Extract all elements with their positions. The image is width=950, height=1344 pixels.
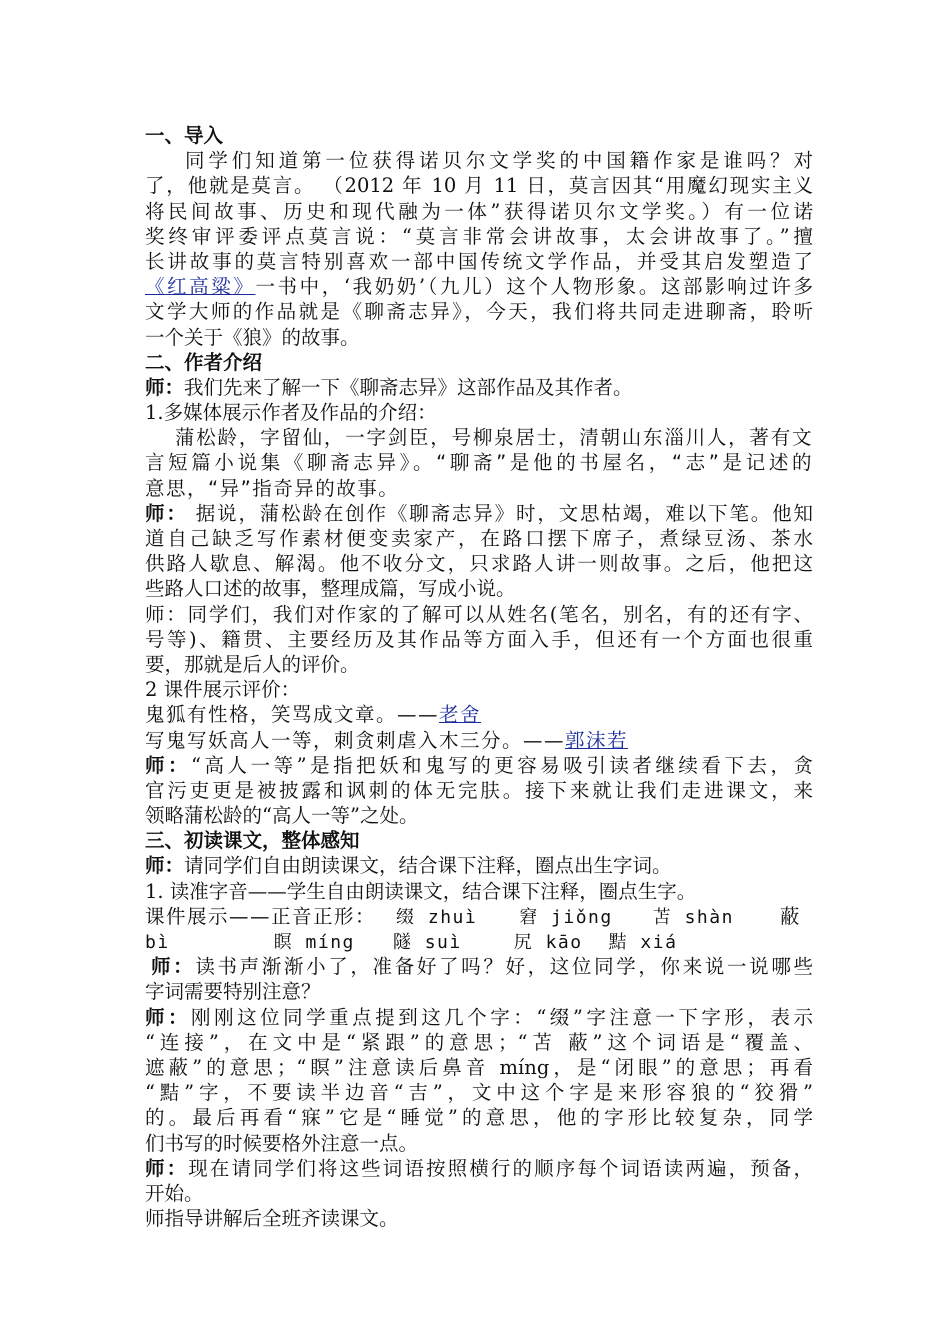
vocab-word: 尻 kāo xyxy=(513,932,583,953)
teacher-label: 师： xyxy=(145,854,185,878)
word-list-line xyxy=(145,904,813,929)
hong-gao-liang-link[interactable]: 《红高粱》 xyxy=(145,275,256,299)
guo-moruo-link[interactable]: 郭沫若 xyxy=(565,728,629,752)
document-page xyxy=(145,123,813,1231)
teacher-line xyxy=(145,1005,813,1030)
teacher-text: 刚刚这位同学重点提到这几个字：“缀”字注意一下字形，表示 xyxy=(191,1005,813,1029)
vocab-word: 苫 shàn xyxy=(652,906,734,928)
courseware-item: 2 课件展示评价： xyxy=(145,678,301,702)
intro-line-rest: 一书中，‘我奶奶’（九儿）这个人物形象。这部影响过许多 xyxy=(255,275,813,299)
teacher-label: 师： xyxy=(145,1156,189,1180)
teacher-text-line: 师：同学们，我们对作家的了解可以从姓名(笔名，别名，有的还有字、 xyxy=(145,602,813,626)
teacher-text: 我们先来了解一下《聊斋志异》这部作品及其作者。 xyxy=(184,375,633,399)
teacher-text: 请同学们自由朗读课文，结合课下注释，圈点出生字词。 xyxy=(184,854,672,878)
lao-she-link[interactable]: 老舍 xyxy=(439,703,482,727)
teacher-text: 读书声渐渐小了，准备好了吗？好，这位同学，你来说一说哪些 xyxy=(195,955,813,979)
teacher-text-line: “黠”字，不要读半边音“吉”，文中这个字是来形容狼的“狡猾” xyxy=(145,1081,813,1105)
teacher-text-line: “连接”，在文中是“紧跟”的意思；“苫 蔽”这个词语是“覆盖、 xyxy=(145,1030,813,1054)
teacher-text-line: 开始。 xyxy=(145,1181,204,1205)
teacher-text-line: 些路人口述的故事，整理成篇，写成小说。 xyxy=(145,577,516,601)
teacher-text-line: 要，那就是后人的评价。 xyxy=(145,652,360,676)
teacher-line xyxy=(145,753,813,778)
section-heading-reading: 三、初读课文，整体感知 xyxy=(145,829,360,853)
intro-paragraph-line xyxy=(145,274,813,299)
teacher-label: 师： xyxy=(145,1005,192,1029)
quote-text: 写鬼写妖高人一等，刺贪刺虐入木三分。—— xyxy=(145,728,566,752)
vocab-word: bì xyxy=(145,932,170,953)
vocab-word: 隧 suì xyxy=(392,932,462,953)
teacher-text-line: 道自己缺乏写作素材便变卖家产，在路口摆下席子，煮绿豆汤、茶水 xyxy=(145,527,813,550)
review-quote xyxy=(145,728,813,753)
word-list-line xyxy=(145,929,813,954)
teacher-label: 师： xyxy=(145,501,188,525)
teacher-text-line: 官污吏更是被披露和讽刺的体无完肤。接下来就让我们走进课文，来 xyxy=(145,778,813,802)
teacher-text-line: 领略蒲松龄的“高人一等”之处。 xyxy=(145,804,419,828)
intro-paragraph-line: 长讲故事的莫言特别喜欢一部中国传统文学作品，并受其启发塑造了 xyxy=(145,249,813,273)
teacher-text: 现在请同学们将这些词语按照横行的顺序每个词语读两遍，预备， xyxy=(188,1156,813,1180)
teacher-text-line: 们书写的时候要格外注意一点。 xyxy=(145,1131,419,1155)
word-list-intro: 课件展示——正音正形： xyxy=(145,904,377,928)
teacher-line xyxy=(145,853,813,878)
vocab-word: 蔽 xyxy=(779,904,801,928)
teacher-label: 师： xyxy=(145,753,192,777)
author-bio-line: 言短篇小说集《聊斋志异》。“聊斋”是他的书屋名，“志”是记述的 xyxy=(145,451,813,475)
teacher-label: 师： xyxy=(145,375,185,399)
reading-step: 1. 读准字音——学生自由朗读课文，结合课下注释，圈点生字。 xyxy=(145,879,697,903)
teacher-text: 据说，蒲松龄在创作《聊斋志异》时，文思枯竭，难以下笔。他知 xyxy=(187,501,813,525)
teacher-line xyxy=(145,501,813,526)
teacher-label: 师： xyxy=(151,955,196,979)
teacher-line xyxy=(145,954,813,979)
section-heading-author: 二、作者介绍 xyxy=(145,350,263,374)
vocab-word: 窘 jiǒng xyxy=(519,906,613,928)
teacher-text-line: 的。最后再看“寐”它是“睡觉”的意思，他的字形比较复杂，同学 xyxy=(145,1106,813,1130)
teacher-line xyxy=(145,375,813,400)
author-bio-line: 意思，“异”指奇异的故事。 xyxy=(145,476,400,500)
intro-paragraph-line: 文学大师的作品就是《聊斋志异》，今天，我们将共同走进聊斋，聆听 xyxy=(145,300,813,324)
teacher-text-line: 供路人歇息、解渴。他不收分文，只求路人讲一则故事。之后，他把这 xyxy=(145,552,813,576)
quote-text: 鬼狐有性格，笑骂成文章。—— xyxy=(145,703,440,727)
teacher-text-line: 字词需要特别注意？ xyxy=(145,980,321,1004)
vocab-word: 瞑 míng xyxy=(273,932,355,953)
section-heading-intro: 一、导入 xyxy=(145,124,224,147)
closing-line: 师指导讲解后全班齐读课文。 xyxy=(145,1207,399,1231)
vocab-word: 黠 xiá xyxy=(608,932,678,953)
multimedia-item: 1.多媒体展示作者及作品的介绍： xyxy=(145,401,437,425)
teacher-text-line: 遮蔽”的意思；“瞑”注意读后鼻音 míng，是“闭眼”的意思；再看 xyxy=(145,1055,813,1079)
intro-paragraph-line: 同学们知道第一位获得诺贝尔文学奖的中国籍作家是谁吗？对 xyxy=(185,149,813,173)
teacher-text: “高人一等”是指把妖和鬼写的更容易吸引读者继续看下去，贪 xyxy=(191,753,813,777)
author-bio-line: 蒲松龄，字留仙，一字剑臣，号柳泉居士，清朝山东淄川人，著有文 xyxy=(175,426,813,450)
teacher-line xyxy=(145,1156,813,1181)
intro-paragraph-line: 将民间故事、历史和现代融为一体”获得诺贝尔文学奖。）有一位诺 xyxy=(145,199,813,223)
intro-paragraph-line: 一个关于《狼》的故事。 xyxy=(145,325,360,349)
review-quote xyxy=(145,702,813,727)
intro-paragraph-line: 了，他就是莫言。 （2012 年 10 月 11 日，莫言因其“用魔幻现实主义 xyxy=(145,174,813,198)
intro-paragraph-line: 奖终审评委评点莫言说：“莫言非常会讲故事，太会讲故事了。”擅 xyxy=(145,224,813,248)
teacher-text-line: 号等)、籍贯、主要经历及其作品等方面入手，但还有一个方面也很重 xyxy=(145,627,813,651)
vocab-word: 缀 zhuì xyxy=(396,906,478,928)
